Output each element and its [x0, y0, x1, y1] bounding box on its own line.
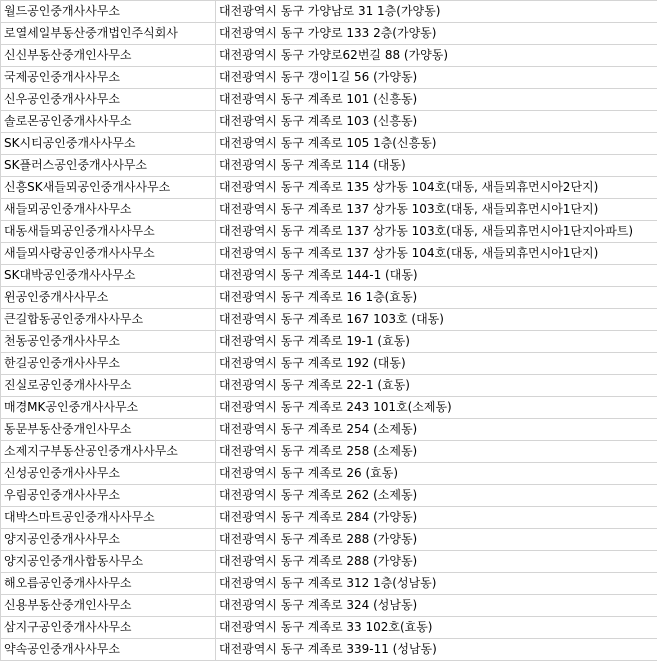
table-row [1, 595, 657, 617]
office-name-cell[interactable]: 솔로몬공인중개사사무소 [1, 111, 216, 133]
address-cell[interactable]: 대전광역시 동구 계족로 339-11 (성남동) [216, 639, 657, 661]
office-name-cell[interactable]: 한길공인중개사사무소 [1, 353, 216, 375]
table-row [1, 485, 657, 507]
address-cell[interactable]: 대전광역시 동구 계족로 137 상가동 103호(대동, 새들뫼휴먼시아1단지아파트) [216, 221, 657, 243]
office-name-cell[interactable]: 신흥SK새들뫼공인중개사사무소 [1, 177, 216, 199]
address-cell[interactable]: 대전광역시 동구 갱이1길 56 (가양동) [216, 67, 657, 89]
address-cell[interactable]: 대전광역시 동구 계족로 135 상가동 104호(대동, 새들뫼휴먼시아2단지) [216, 177, 657, 199]
address-cell[interactable]: 대전광역시 동구 계족로 258 (소제동) [216, 441, 657, 463]
address-cell[interactable]: 대전광역시 동구 계족로 262 (소제동) [216, 485, 657, 507]
office-name-cell[interactable]: 천동공인중개사사무소 [1, 331, 216, 353]
spreadsheet-body [1, 1, 657, 661]
office-name-cell[interactable]: 동문부동산중개인사무소 [1, 419, 216, 441]
table-row [1, 287, 657, 309]
office-name-cell[interactable]: 매경MK공인중개사사무소 [1, 397, 216, 419]
table-row [1, 375, 657, 397]
table-row [1, 89, 657, 111]
table-row [1, 265, 657, 287]
address-cell[interactable]: 대전광역시 동구 계족로 101 (신흥동) [216, 89, 657, 111]
office-name-cell[interactable]: 로열세일부동산중개법인주식회사 [1, 23, 216, 45]
table-row [1, 507, 657, 529]
address-cell[interactable]: 대전광역시 동구 계족로 192 (대동) [216, 353, 657, 375]
table-row [1, 23, 657, 45]
table-row [1, 353, 657, 375]
table-row [1, 67, 657, 89]
office-name-cell[interactable]: 신우공인중개사사무소 [1, 89, 216, 111]
table-row [1, 551, 657, 573]
address-cell[interactable]: 대전광역시 동구 계족로 254 (소제동) [216, 419, 657, 441]
address-cell[interactable]: 대전광역시 동구 계족로 288 (가양동) [216, 551, 657, 573]
office-name-cell[interactable]: 새들뫼사랑공인중개사사무소 [1, 243, 216, 265]
address-cell[interactable]: 대전광역시 동구 계족로 137 상가동 103호(대동, 새들뫼휴먼시아1단지) [216, 199, 657, 221]
address-cell[interactable]: 대전광역시 동구 계족로 105 1층(신흥동) [216, 133, 657, 155]
table-row [1, 133, 657, 155]
table-row [1, 243, 657, 265]
table-row [1, 1, 657, 23]
office-name-cell[interactable]: 대박스마트공인중개사사무소 [1, 507, 216, 529]
table-row [1, 573, 657, 595]
office-name-cell[interactable]: 큰길합동공인중개사사무소 [1, 309, 216, 331]
office-name-cell[interactable]: 신신부동산중개인사무소 [1, 45, 216, 67]
office-name-cell[interactable]: 약속공인중개사사무소 [1, 639, 216, 661]
office-name-cell[interactable]: 신용부동산중개인사무소 [1, 595, 216, 617]
address-cell[interactable]: 대전광역시 동구 계족로 19-1 (효동) [216, 331, 657, 353]
address-cell[interactable]: 대전광역시 동구 계족로 16 1층(효동) [216, 287, 657, 309]
address-cell[interactable]: 대전광역시 동구 가양남로 31 1층(가양동) [216, 1, 657, 23]
office-name-cell[interactable]: 해오름공인중개사사무소 [1, 573, 216, 595]
office-name-cell[interactable]: 양지공인중개사합동사무소 [1, 551, 216, 573]
table-row [1, 177, 657, 199]
address-cell[interactable]: 대전광역시 동구 가양로62번길 88 (가양동) [216, 45, 657, 67]
office-name-cell[interactable]: SK시티공인중개사사무소 [1, 133, 216, 155]
office-name-cell[interactable]: 소제지구부동산공인중개사사무소 [1, 441, 216, 463]
table-row [1, 331, 657, 353]
address-cell[interactable]: 대전광역시 동구 계족로 324 (성남동) [216, 595, 657, 617]
address-cell[interactable]: 대전광역시 동구 계족로 284 (가양동) [216, 507, 657, 529]
office-name-cell[interactable]: 월드공인중개사사무소 [1, 1, 216, 23]
address-cell[interactable]: 대전광역시 동구 계족로 33 102호(효동) [216, 617, 657, 639]
office-name-cell[interactable]: 새들뫼공인중개사사무소 [1, 199, 216, 221]
office-name-cell[interactable]: 양지공인중개사사무소 [1, 529, 216, 551]
table-row [1, 617, 657, 639]
table-row [1, 419, 657, 441]
office-name-cell[interactable]: 삼지구공인중개사사무소 [1, 617, 216, 639]
office-name-cell[interactable]: SK대박공인중개사사무소 [1, 265, 216, 287]
address-cell[interactable]: 대전광역시 동구 계족로 103 (신흥동) [216, 111, 657, 133]
table-row [1, 397, 657, 419]
table-row [1, 639, 657, 661]
table-row [1, 441, 657, 463]
address-cell[interactable]: 대전광역시 동구 계족로 114 (대동) [216, 155, 657, 177]
table-row [1, 155, 657, 177]
address-cell[interactable]: 대전광역시 동구 계족로 22-1 (효동) [216, 375, 657, 397]
office-name-cell[interactable]: 대동새들뫼공인중개사사무소 [1, 221, 216, 243]
table-row [1, 463, 657, 485]
table-row [1, 529, 657, 551]
table-row [1, 199, 657, 221]
address-cell[interactable]: 대전광역시 동구 계족로 26 (효동) [216, 463, 657, 485]
office-name-cell[interactable]: 진실로공인중개사사무소 [1, 375, 216, 397]
address-cell[interactable]: 대전광역시 동구 계족로 137 상가동 104호(대동, 새들뫼휴먼시아1단지) [216, 243, 657, 265]
address-cell[interactable]: 대전광역시 동구 계족로 312 1층(성남동) [216, 573, 657, 595]
office-name-cell[interactable]: 우림공인중개사사무소 [1, 485, 216, 507]
office-name-cell[interactable]: 신성공인중개사사무소 [1, 463, 216, 485]
address-cell[interactable]: 대전광역시 동구 계족로 167 103호 (대동) [216, 309, 657, 331]
address-cell[interactable]: 대전광역시 동구 계족로 288 (가양동) [216, 529, 657, 551]
table-row [1, 111, 657, 133]
address-cell[interactable]: 대전광역시 동구 계족로 144-1 (대동) [216, 265, 657, 287]
office-name-cell[interactable]: 국제공인중개사사무소 [1, 67, 216, 89]
address-cell[interactable]: 대전광역시 동구 계족로 243 101호(소제동) [216, 397, 657, 419]
office-name-cell[interactable]: SK플러스공인중개사사무소 [1, 155, 216, 177]
table-row [1, 309, 657, 331]
address-cell[interactable]: 대전광역시 동구 가양로 133 2층(가양동) [216, 23, 657, 45]
office-name-cell[interactable]: 윈공인중개사사무소 [1, 287, 216, 309]
table-row [1, 221, 657, 243]
table-row [1, 45, 657, 67]
